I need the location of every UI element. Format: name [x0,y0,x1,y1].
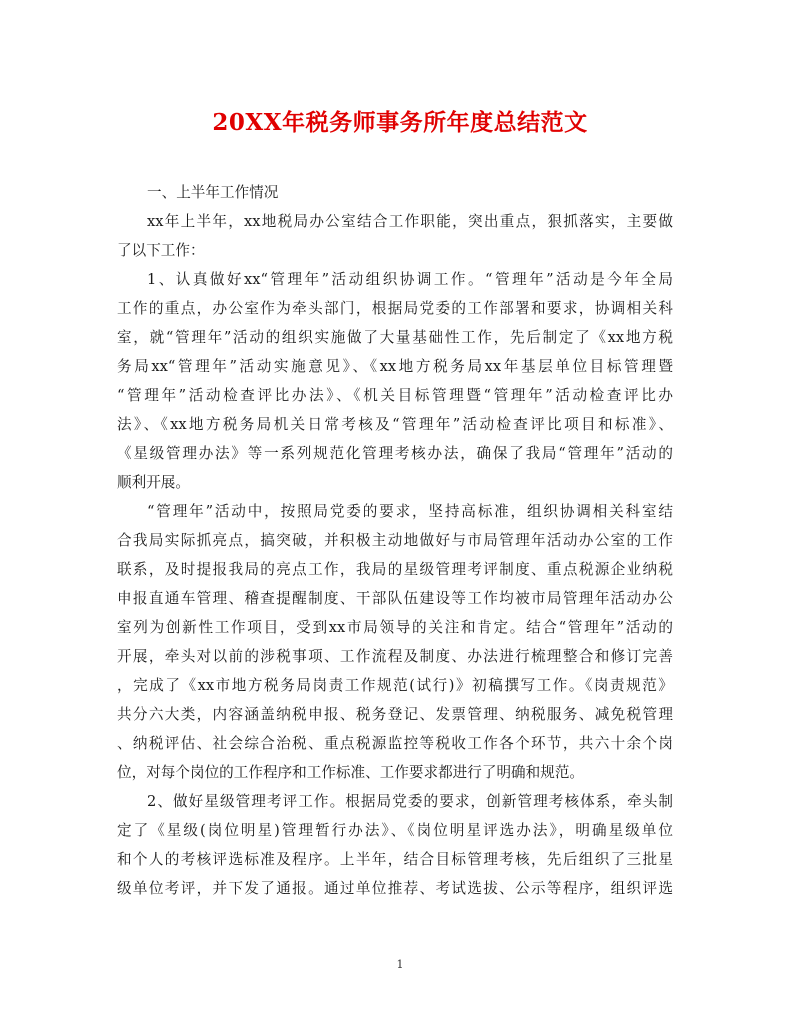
body-line: 合我局实际抓亮点，搞突破，并积极主动地做好与市局管理年活动办公室的工作 [117,532,673,549]
body-line: 开展，牵头对以前的涉税事项、工作流程及制度、办法进行梳理整合和修订完善 [117,648,673,665]
body-line: “管理年”活动中，按照局党委的要求，坚持高标准，组织协调相关科室结 [147,503,673,520]
document-title: 20XX年税务师事务所年度总结范文 [212,109,588,136]
body-line: 室，就“管理年”活动的组织实施做了大量基础性工作，先后制定了《xx地方税 [117,329,673,346]
body-line: 1、认真做好xx“管理年”活动组织协调工作。“管理年”活动是今年全局 [147,271,673,288]
body-line: 室列为创新性工作项目，受到xx市局领导的关注和肯定。结合“管理年”活动的 [117,619,673,636]
body-line: 和个人的考核评选标准及程序。上半年，结合目标管理考核，先后组织了三批星 [117,851,673,868]
body-line: 了以下工作： [117,242,205,259]
body-line: 申报直通车管理、稽查提醒制度、干部队伍建设等工作均被市局管理年活动办公 [117,590,673,607]
body-line: 法》、《xx地方税务局机关日常考核及“管理年”活动检查评比项目和标准》、 [117,416,673,433]
body-line: xx年上半年，xx地税局办公室结合工作职能，突出重点，狠抓落实，主要做 [147,213,673,230]
body-line: ，完成了《xx市地方税务局岗责工作规范(试行)》初稿撰写工作。《岗责规范》 [117,677,673,694]
page-number: 1 [396,958,404,971]
body-line: 共分六大类，内容涵盖纳税申报、税务登记、发票管理、纳税服务、减免税管理 [117,706,673,723]
body-line: 工作的重点，办公室作为牵头部门，根据局党委的工作部署和要求，协调相关科 [117,300,673,317]
body-line: 联系，及时提报我局的亮点工作，我局的星级管理考评制度、重点税源企业纳税 [117,561,673,578]
body-line: “管理年”活动检查评比办法》、《机关目标管理暨“管理年”活动检查评比办 [117,387,673,404]
body-line: 级单位考评，并下发了通报。通过单位推荐、考试选拔、公示等程序，组织评选 [117,880,673,897]
body-line: 2、做好星级管理考评工作。根据局党委的要求，创新管理考核体系，牵头制 [147,793,673,810]
document-body [117,178,673,903]
body-line: 顺利开展。 [117,474,190,491]
body-line: 务局xx“管理年”活动实施意见》、《xx地方税务局xx年基层单位目标管理暨 [117,358,673,375]
body-line: 位，对每个岗位的工作程序和工作标准、工作要求都进行了明确和规范。 [117,764,585,781]
body-line: 定了《星级(岗位明星)管理暂行办法》、《岗位明星评选办法》，明确星级单位 [117,822,673,839]
body-line: 、纳税评估、社会综合治税、重点税源监控等税收工作各个环节，共六十余个岗 [117,735,673,752]
section-heading: 一、上半年工作情况 [147,184,279,201]
body-line: 《星级管理办法》等一系列规范化管理考核办法，确保了我局“管理年”活动的 [117,445,673,462]
